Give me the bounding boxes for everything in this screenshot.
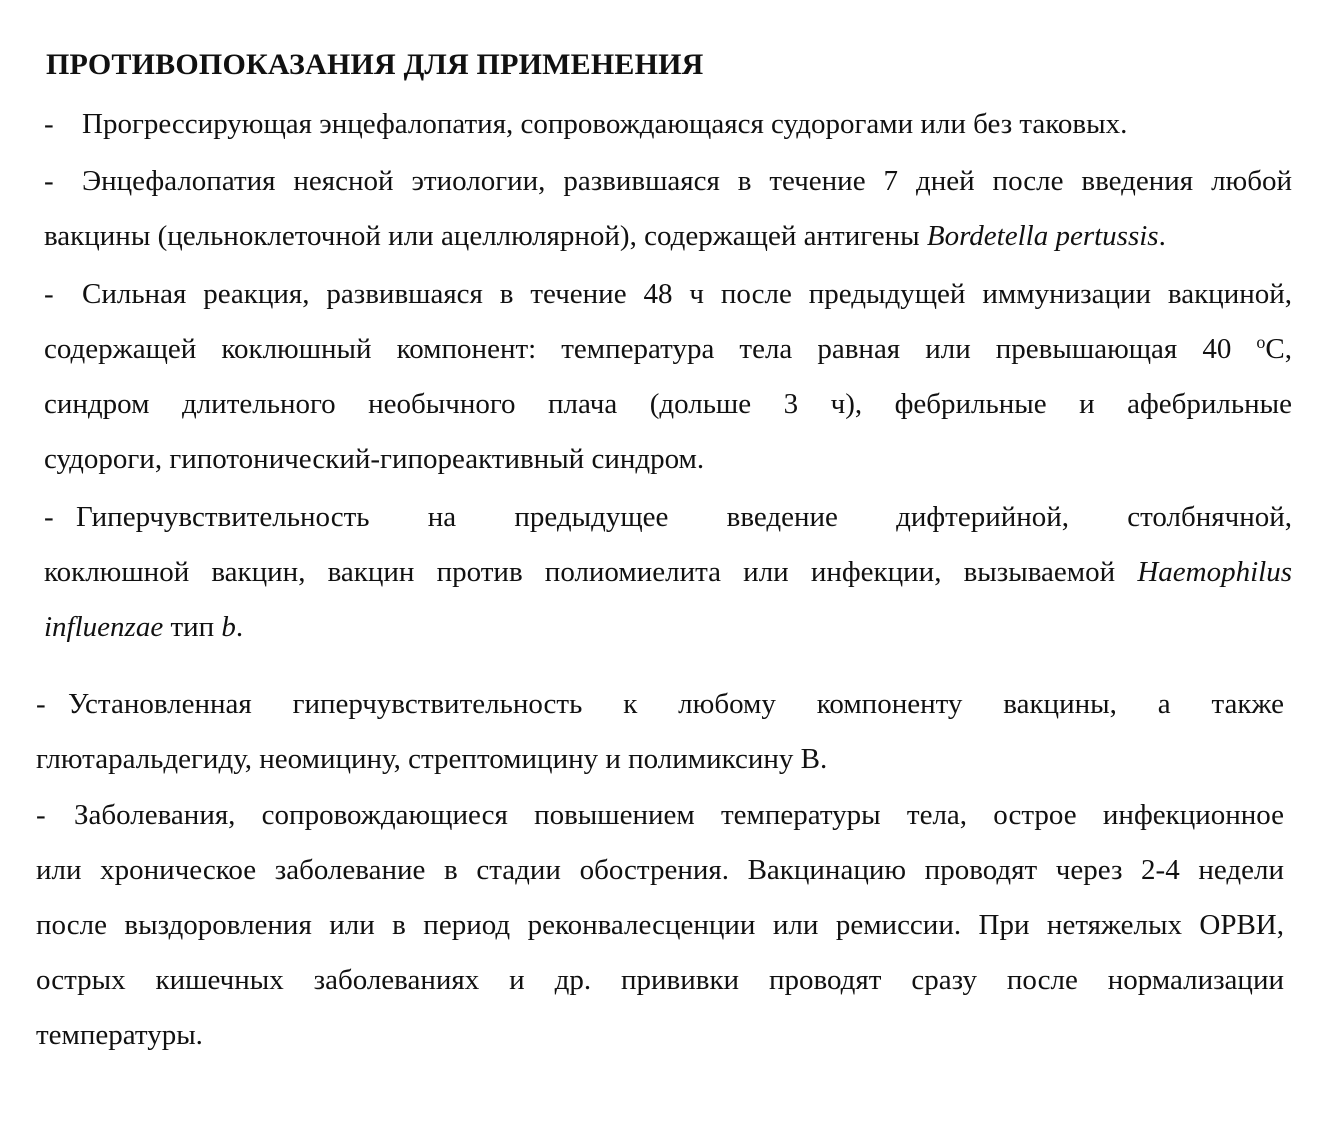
organism-name: influenzae xyxy=(44,611,164,643)
item-line: - Заболевания, сопровождающиеся повышением температуры тела, острое инфекционное xyxy=(36,788,1284,843)
bullet-dash: - xyxy=(44,108,54,140)
item-line: после выздоровления или в период реконвалесценции или ремиссии. При нетяжелых ОРВИ, xyxy=(36,909,1284,941)
section-title: ПРОТИВОПОКАЗАНИЯ ДЛЯ ПРИМЕНЕНИЯ xyxy=(46,48,704,81)
bullet-dash: - xyxy=(36,688,46,720)
item-line: острых кишечных заболеваниях и др. прививки проводят сразу после нормализации xyxy=(36,964,1284,996)
contraindication-item xyxy=(36,788,1284,1063)
contraindication-item xyxy=(44,154,1292,264)
item-line xyxy=(44,97,1292,152)
item-line: вакцины (цельноклеточной или ацеллюлярной), содержащей антигены Bordetella pertussis. xyxy=(44,220,1166,252)
item-line: - Гиперчувствительность на предыдущее введение дифтерийной, столбнячной, xyxy=(44,490,1292,545)
item-line: - Сильная реакция, развившаяся в течение 48 ч после предыдущей иммунизации вакциной, xyxy=(44,267,1292,322)
item-text: Энцефалопатия неясной этиологии, развившаяся в течение 7 дней после введения любой xyxy=(82,165,1292,197)
bullet-dash: - xyxy=(44,165,54,197)
contraindication-item xyxy=(44,490,1292,655)
item-line: influenzae тип b. xyxy=(44,611,244,643)
item-line: синдром длительного необычного плача (дольше 3 ч), фебрильные и афебрильные xyxy=(44,388,1292,420)
bullet-dash: - xyxy=(44,501,54,533)
contraindication-item xyxy=(44,97,1292,152)
item-line xyxy=(44,154,1292,209)
item-line: температуры. xyxy=(36,1019,203,1051)
bullet-dash: - xyxy=(36,799,46,831)
item-line: или хроническое заболевание в стадии обострения. Вакцинацию проводят через 2-4 недели xyxy=(36,854,1284,886)
contraindication-item xyxy=(44,267,1292,487)
degree-mark: о xyxy=(1256,332,1266,352)
organism-name: Haemophilus xyxy=(1137,556,1292,588)
item-line: судороги, гипотонический-гипореактивный синдром. xyxy=(44,443,705,475)
item-line: - Установленная гиперчувствительность к любому компоненту вакцины, а также xyxy=(36,677,1284,732)
item-line: содержащей коклюшный компонент: температура тела равная или превышающая 40 $^о$С, xyxy=(44,332,1292,365)
item-line: глютаральдегиду, неомицину, стрептомицину и полимиксину В. xyxy=(36,743,828,775)
item-text: Прогрессирующая энцефалопатия, сопровождающаяся судорогами или без таковых. xyxy=(82,108,1128,140)
organism-name: Bordetella pertussis xyxy=(926,220,1159,252)
bullet-dash: - xyxy=(44,278,54,310)
contraindication-item xyxy=(36,677,1284,787)
item-line: коклюшной вакцин, вакцин против полиомиелита или инфекции, вызываемой Haemophilus xyxy=(44,556,1292,588)
